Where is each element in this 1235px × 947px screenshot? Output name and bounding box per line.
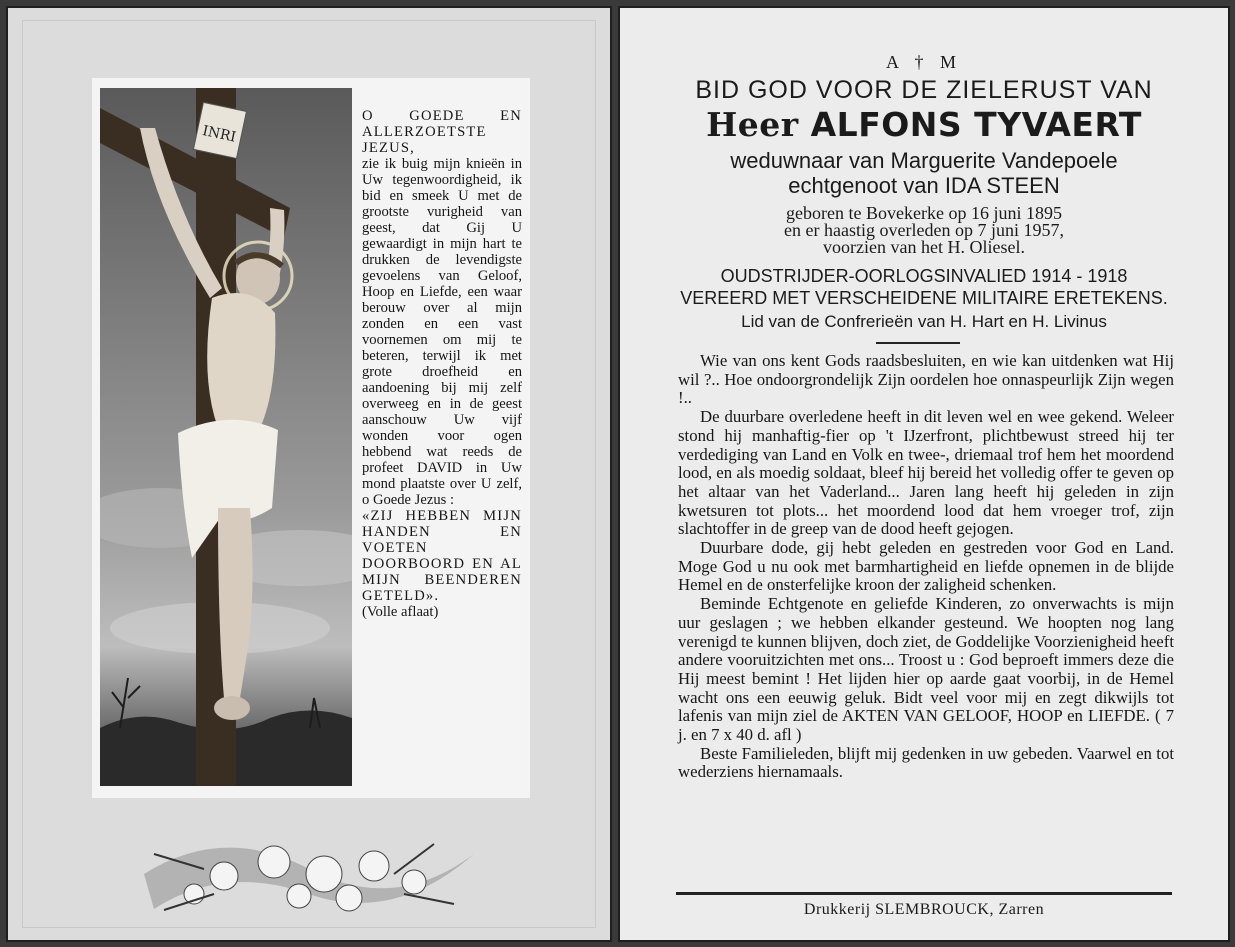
left-card (6, 6, 612, 942)
birth-line: geboren te Bovekerke op 16 juni 1895 (786, 203, 1062, 223)
paragraph: Beste Familieleden, blijft mij gedenken in uw gebeden. Vaarwel en tot wederziens hiernamaals. (678, 743, 1174, 782)
divider-short (876, 342, 960, 344)
death-line: en er haastig overleden op 7 juni 1957, (784, 220, 1064, 240)
prayer-quote: «ZIJ HEBBEN MIJN HANDEN EN VOETEN DOORBOORD EN AL MIJN BEENDEREN GETELD». (362, 508, 522, 604)
divider-long (676, 892, 1172, 895)
prayer-text (362, 108, 522, 620)
paragraph: Wie van ons kent Gods raadsbesluiten, en wie kan uitdenken wat Hij wil ?.. Hoe ondoorgrondelijk Zijn oordelen hoe onnaspeurlijk Zijn wegen !.. (678, 351, 1174, 408)
image-panel (92, 78, 530, 798)
veteran-line: OUDSTRIJDER-OORLOGSINVALIED 1914 - 1918 (720, 266, 1128, 286)
paragraph: Beminde Echtgenote en geliefde Kinderen, zo onverwachts is mijn uur geslagen ; we hebben elkander gesteund. We hoopten nog lang verenigd te kunnen blijven, doch ziet, de Goddelijke Voorzienigheid heeft andere vooruitzichten met ons... Troost u : God beproeft immers deze die Hij meest bemint ! Het lijden hier op aarde gaat voorbij, in de Hemel wacht ons een eeuwig geluk. Bidt veel voor mij en zegt dikwijls tot lafenis van mijn ziel de AKTEN VAN GELOOF, HOOP en LIEFDE. ( 7 j. en 7 x 40 d. afl ) (678, 594, 1174, 745)
prayer-opening: O GOEDE EN ALLERZOETSTE JEZUS, (362, 108, 522, 156)
inri-label: INRI (200, 122, 238, 146)
widower-line: weduwnaar van Marguerite Vandepoele (730, 148, 1118, 173)
prayer-indulgence: (Volle aflaat) (362, 604, 439, 620)
memorial-text (678, 352, 1174, 782)
flowers-decoration (134, 814, 484, 924)
spouse-line: echtgenoot van IDA STEEN (788, 173, 1060, 198)
right-card (618, 6, 1230, 942)
paragraph: Duurbare dode, gij hebt geleden en gestreden voor God en Land. Moge God u nu ook met barmhartigheid en liefde opnemen in de blijde Hemel en de onsterfelijke kroon der zaligheid schenken. (678, 538, 1174, 595)
birth-death-block (620, 205, 1228, 256)
header-line: BID GOD VOOR DE ZIELERUST VAN (695, 76, 1153, 104)
monogram: A † M (885, 52, 962, 72)
brotherhood-line: Lid van de Confrerieën van H. Hart en H. Livinus (741, 312, 1107, 331)
deceased-name: ALFONS TYVAERT (810, 105, 1142, 144)
deceased-name-line (620, 105, 1228, 144)
crucifix-illustration (100, 88, 352, 786)
honors-line: VEREERD MET VERSCHEIDENE MILITAIRE ERETEKENS. (680, 288, 1168, 308)
crucifix-image (100, 88, 352, 786)
paragraph: De duurbare overledene heeft in dit leven wel en wee gekend. Weleer stond hij manhaftig-fier op 't IJzerfront, plichtbewust streed hij ter verdediging van Land en Volk en twee-, driemaal trof hem het moordend lood, en als moedig soldaat, bleef hij bereid het volledig offer te geven op het altaar van het Vaderland... Jaren lang heeft hij geleden in zijn kwetsuren tot plots... het moordend lood dat hem vroeger trof, zijn slachtoffer in de greep van de dood heeft gejogen. (678, 407, 1174, 539)
prayer-body: zie ik buig mijn knieën in Uw tegenwoordigheid, ik bid en smeek U met de grootste vurigheid van geest, dat Gij U gewaardigt in mijn hart te drukken de levendigste gevoelens van Geloof, Hoop en Liefde, een waar berouw over al mijn zonden en een vast voornemen om mij te beteren, terwijl ik met grote droefheid en aandoening bij mij zelf overweeg en in de geest aanschouw Uw vijf wonden voor ogen hebbend wat reeds de profeet DAVID in Uw mond plaatste over U zelf, o Goede Jezus : (362, 156, 522, 508)
sacrament-line: voorzien van het H. Oliesel. (823, 237, 1025, 257)
honorific: Heer (706, 105, 799, 144)
printer-credit: Drukkerij SLEMBROUCK, Zarren (803, 901, 1045, 918)
